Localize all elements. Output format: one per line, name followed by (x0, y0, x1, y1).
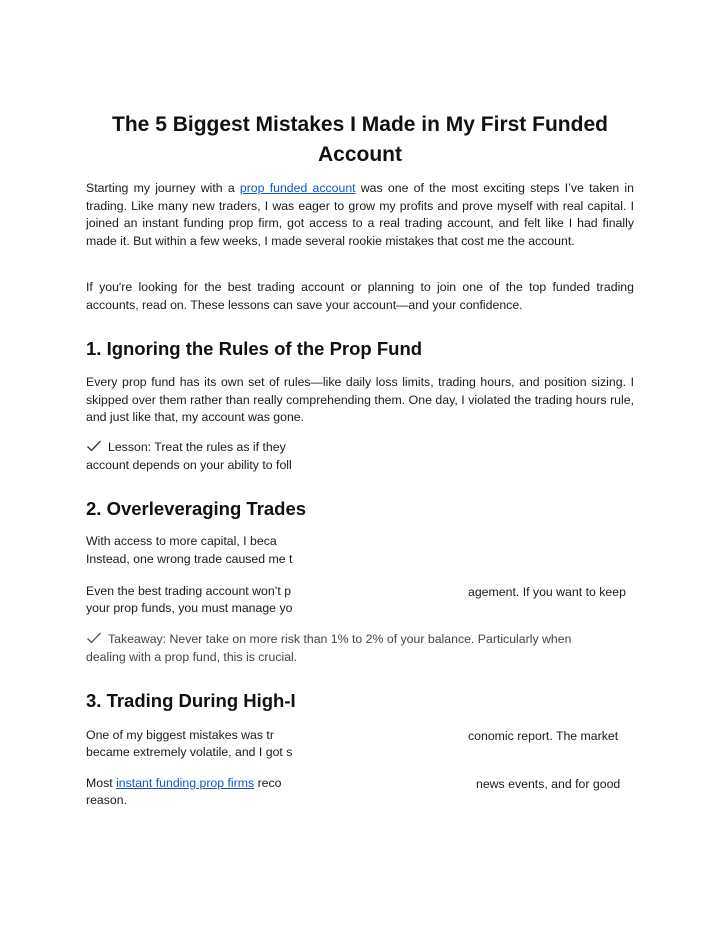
section-3-p2-post: reco (254, 776, 282, 790)
prop-funded-account-link[interactable]: prop funded account (239, 181, 356, 195)
section-1-paragraph: Every prop fund has its own set of rules—like daily loss limits, trading hours, and position sizing. I skipped over them rather than really comprehending them. One day, I violated the trading hours rule, and just like that, my account was gone. (86, 375, 634, 425)
intro-paragraph-2: If you're looking for the best trading account or planning to join one of the top funded trading accounts, read on. These lessons can save your account—and your confidence. (86, 280, 634, 312)
takeaway-text-line-1: Takeaway: Never take on more risk than 1% to 2% of your balance. Particularly when (108, 632, 572, 646)
section-3-p1-line-1-left: One of my biggest mistakes was tr (86, 728, 274, 742)
lesson-text-line-1: Lesson: Treat the rules as if they (108, 440, 286, 454)
section-3-p2-line-1-left (86, 775, 282, 793)
section-2-p2-line-1-right: agement. If you want to keep (468, 585, 626, 599)
intro-paragraph-1 (86, 180, 634, 250)
section-2-takeaway-line-2: dealing with a prop fund, this is crucial. (86, 650, 298, 664)
intro-text-post: was one of the most exciting steps I’ve taken in trading. Like many new traders, I was eager to grow my profits and prove myself with real capital. I joined an instant funding prop firm, got access to a real trading account, and felt like I had finally made it. But within a few weeks, I made several rookie mistakes that cost me the account. (86, 181, 634, 248)
section-1-lesson-line-1 (86, 439, 286, 457)
section-2-takeaway-line-1 (86, 631, 571, 649)
checkmark-icon (86, 439, 102, 453)
section-2-heading: 2. Overleveraging Trades (86, 498, 307, 519)
section-2-p1-line-1: With access to more capital, I beca (86, 534, 277, 548)
section-3-p2-pre: Most (86, 776, 117, 790)
document-title (86, 110, 634, 170)
section-3-p1-line-1-right: conomic report. The market (468, 729, 619, 743)
instant-funding-prop-firms-link[interactable]: instant funding prop firms (116, 776, 255, 790)
section-1-lesson-line-2: account depends on your ability to foll (86, 458, 292, 472)
section-3-p2-line-2: reason. (86, 793, 128, 807)
checkmark-icon (86, 631, 102, 645)
section-3-p1-line-2: became extremely volatile, and I got s (86, 745, 293, 759)
section-2-p2-line-1-left: Even the best trading account won’t p (86, 584, 292, 598)
section-2-p1-line-2: Instead, one wrong trade caused me t (86, 552, 293, 566)
title-line-2: Account (318, 143, 402, 166)
title-line-1: The 5 Biggest Mistakes I Made in My First Funded (112, 113, 608, 136)
section-3-heading: 3. Trading During High-I (86, 690, 296, 711)
intro-text-pre: Starting my journey with a (86, 181, 240, 195)
section-1-heading: 1. Ignoring the Rules of the Prop Fund (86, 338, 423, 359)
section-3-p2-line-1-right: news events, and for good (476, 777, 621, 791)
section-2-p2-line-2: your prop funds, you must manage yo (86, 601, 293, 615)
